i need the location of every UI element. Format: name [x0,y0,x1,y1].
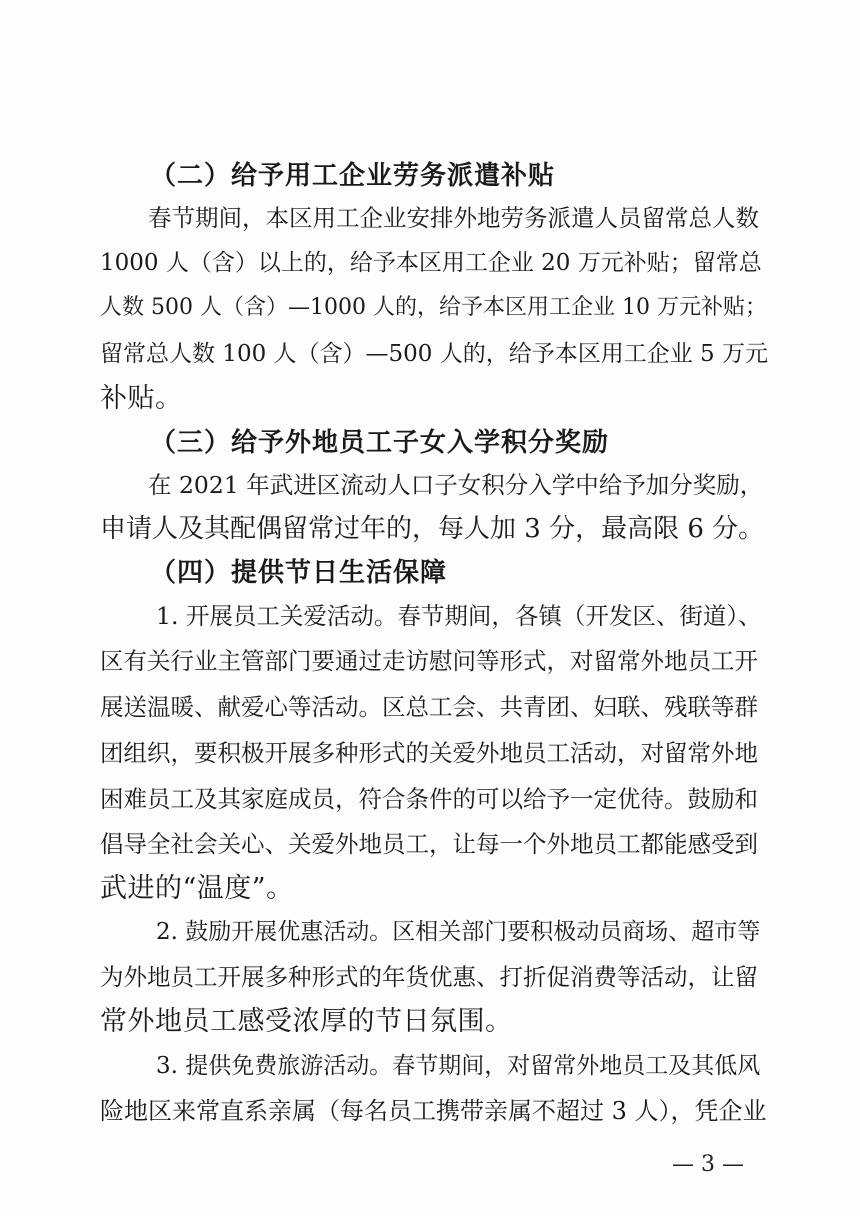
paragraph-line: 申请人及其配偶留常过年的，每人加 3 分，最高限 6 分。 [100,514,765,544]
paragraph-line: 补贴。 [100,383,183,414]
section-4-heading: （四）提供节日生活保障 [150,558,448,588]
paragraph-line: 2. 鼓励开展优惠活动。区相关部门要积极动员商场、超市等 [156,919,761,945]
paragraph-line: 春节期间，本区用工企业安排外地劳务派遣人员留常总人数 [148,204,759,232]
paragraph-line: 为外地员工开展多种形式的年货优惠、打折促消费等活动，让留 [100,963,758,991]
paragraph-line: 险地区来常直系亲属（每名员工携带亲属不超过 3 人），凭企业 [100,1097,767,1125]
paragraph-line: 常外地员工感受浓厚的节日氛围。 [100,1006,513,1037]
page-number: — 3 — [672,1152,744,1177]
paragraph-line: 人数 500 人（含）—1000 人的，给予本区用工企业 10 万元补贴； [100,295,767,320]
paragraph-line: 困难员工及其家庭成员，符合条件的可以给予一定优待。鼓励和 [100,785,758,813]
section-2-heading: （二）给予用工企业劳务派遣补贴 [150,161,556,191]
paragraph-line: 留常总人数 100 人（含）—500 人的，给予本区用工企业 5 万元 [100,341,768,367]
paragraph-line: 3. 提供免费旅游活动。春节期间，对留常外地员工及其低风 [156,1053,761,1079]
paragraph-line: 1. 开展员工关爱活动。春节期间，各镇（开发区、街道）、 [156,602,762,630]
paragraph-line: 武进的“温度”。 [100,873,294,904]
paragraph-line: 在 2021 年武进区流动人口子女积分入学中给予加分奖励， [148,471,764,499]
paragraph-line: 1000 人（含）以上的，给予本区用工企业 20 万元补贴；留常总 [100,250,762,276]
section-3-heading: （三）给予外地员工子女入学积分奖励 [150,428,610,458]
paragraph-line: 展送温暖、献爱心等活动。区总工会、共青团、妇联、残联等群 [100,693,758,721]
paragraph-line: 区有关行业主管部门要通过走访慰问等形式，对留常外地员工开 [100,647,758,675]
paragraph-line: 团组织，要积极开展多种形式的关爱外地员工活动，对留常外地 [100,739,758,767]
paragraph-line: 倡导全社会关心、关爱外地员工，让每一个外地员工都能感受到 [100,830,758,858]
